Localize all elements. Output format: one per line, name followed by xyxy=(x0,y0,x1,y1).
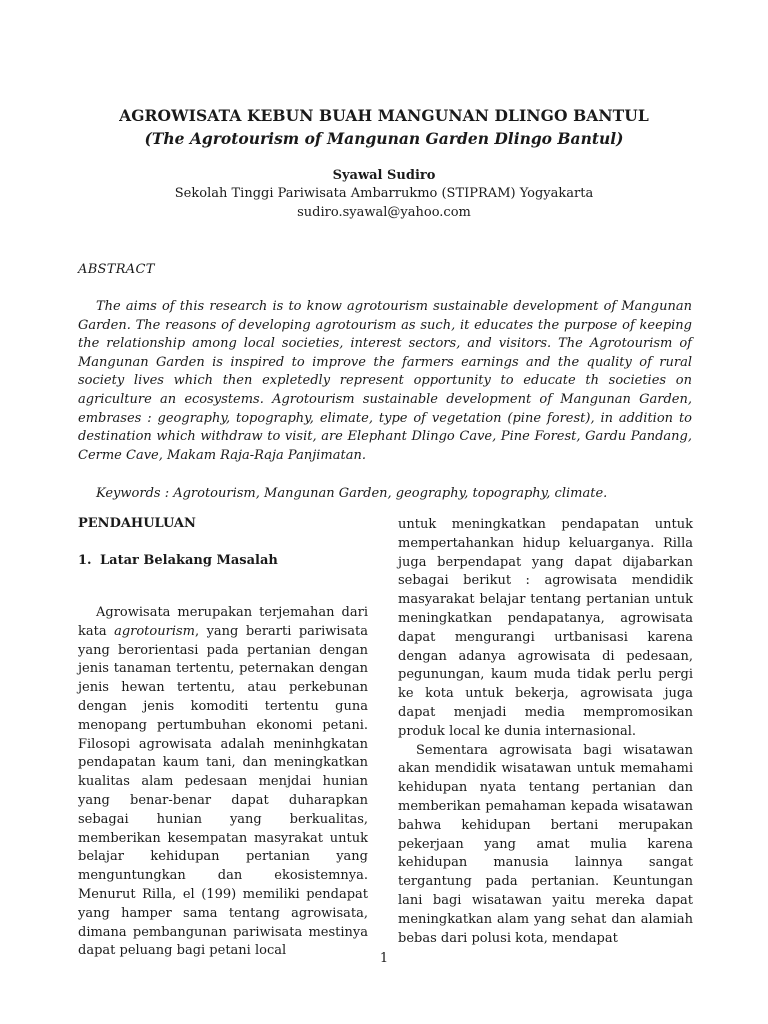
body-paragraph-continued: untuk meningkatkan pendapatan untuk mempertahankan hidup keluarganya. Rilla juga berpendapat yang dapat dijabarkan sebagai berikut : agrowisata mendidik masyarakat belajar tentang pertanian untuk meningkatkan pendapatanya, agrowisata dapat mengurangi urtbanisasi karena dengan adanya agrowisata di pedesaan, pegunungan, kaum muda tidak perlu pergi ke kota untuk bekerja, agrowisata juga dapat menjadi media mempromosikan produk local ke dunia internasional. xyxy=(398,517,693,739)
abstract-body: The aims of this research is to know agrotourism sustainable development of Mangunan Garden. The reasons of developing agrotourism as such, it educates the purpose of keeping the relationship among local societies, interest sectors, and visitors. The Agrotourism of Mangunan Garden is inspired to improve the farmers earnings and the quality of rural society lives which then expletedly represent opportunity to educate th societies on agriculture an ecosystems. Agrotourism sustainable development of Mangunan Garden, embrases : geography, topography, elimate, type of vegetation (pine forest), in addition to destination which withdraw to visit, are Elephant Dlingo Cave, Pine Forest, Gardu Pandang, Cerme Cave, Makam Raja-Raja Panjimatan. xyxy=(78,299,692,463)
subsection-number: 1. xyxy=(78,553,92,568)
abstract-keywords: Keywords : Agrotourism, Mangunan Garden, geography, topography, climate. xyxy=(96,486,608,501)
left-column xyxy=(78,516,368,961)
abstract-heading: ABSTRACT xyxy=(78,262,155,277)
subsection-title: Latar Belakang Masalah xyxy=(100,553,278,568)
italic-term: agrotourism xyxy=(114,623,195,639)
section-heading: PENDAHULUAN xyxy=(78,516,196,531)
page-number: 1 xyxy=(379,951,389,966)
paper-subtitle: (The Agrotourism of Mangunan Garden Dlingo Bantul) xyxy=(144,129,624,148)
subsection-heading xyxy=(78,553,368,568)
author-name: Syawal Sudiro xyxy=(332,168,436,183)
body-paragraph: Sementara agrowisata bagi wisatawan akan mendidik wisatawan untuk memahami kehidupan nyata tentang pertanian dan memberikan pemahaman kepada wisatawan bahwa kehidupan bertani merupakan pekerjaan yang amat mulia karena kehidupan manusia lainnya sangat tergantung pada pertanian. Keuntungan lani bagi wisatawan yaitu mereka dapat meningkatkan alam yang sehat dan alamiah bebas dari polusi kota, mendapat xyxy=(398,742,693,946)
right-column xyxy=(398,516,693,948)
paper-title: AGROWISATA KEBUN BUAH MANGUNAN DLINGO BANTUL xyxy=(119,106,649,125)
body-paragraph xyxy=(78,604,368,961)
author-affiliation: Sekolah Tinggi Pariwisata Ambarrukmo (STIPRAM) Yogyakarta xyxy=(174,186,594,201)
author-email: sudiro.syawal@yahoo.com xyxy=(297,205,471,220)
paragraph-text-start: Agrowisata merupakan terjemahan dari kata xyxy=(78,605,368,639)
paragraph-text-rest: , yang berarti pariwisata yang berorientasi pada pertanian dengan jenis tanaman tertentu, peternakan dengan jenis hewan tertentu, atau perkebunan dengan jenis komoditi tertentu guna menopang pertumbuhan ekonomi petani. Filosopi agrowisata adalah meninhgkatan pendapatan kaum tani, dan meningkatkan kualitas alam pedesaan menjdai hunian yang benar-benar dapat duharapkan sebagai hunian yang berkualitas, memberikan kesempatan masyrakat untuk belajar kehidupan pertanian yang menguntungkan dan ekosistemnya. Menurut Rilla, el (199) memiliki pendapat yang hamper sama tentang agrowisata, dimana pembangunan pariwisata mestinya dapat peluang bagi petani local xyxy=(78,623,368,959)
